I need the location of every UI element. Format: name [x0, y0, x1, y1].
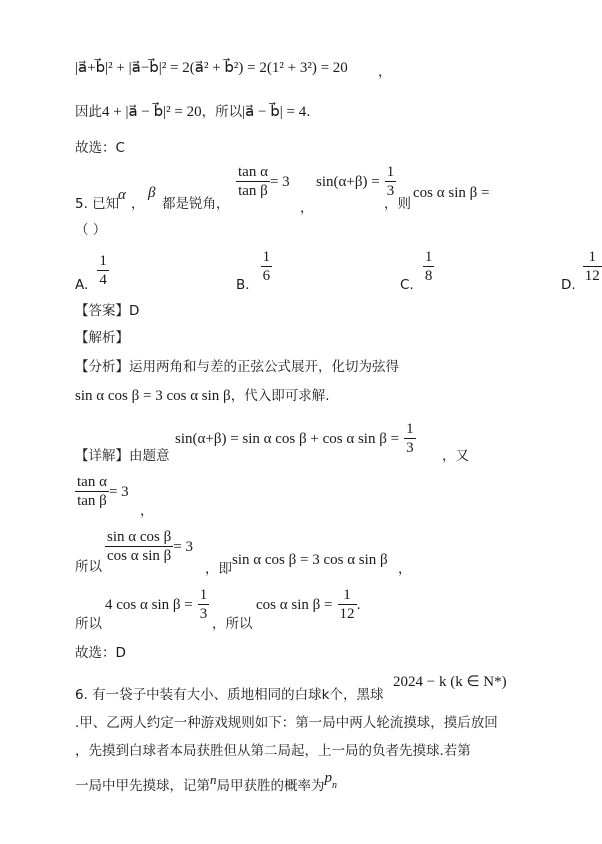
q6-line1: 6. 有一袋子中装有大小、质地相同的白球k个，黑球 — [75, 687, 384, 703]
option-label: A. — [75, 277, 89, 293]
equation: = 3 — [269, 174, 290, 190]
text: 一局中甲先摸球，记第 — [75, 778, 210, 794]
text: ，所以 — [212, 616, 253, 632]
fraction-denominator: 3 — [386, 183, 395, 199]
q5-stem-end: ，则 — [384, 196, 411, 212]
punctuation: ， — [140, 503, 154, 519]
beta-symbol: β — [148, 185, 156, 201]
equation: sin(α+β) = sin α cos β + cos α sin β = — [175, 431, 400, 447]
four-cos-sin-equation — [105, 586, 209, 623]
punctuation: ， — [378, 64, 392, 80]
text: 因此 — [75, 104, 102, 120]
option-a[interactable] — [75, 252, 109, 293]
fraction-denominator: 3 — [406, 440, 414, 456]
q6-black-ball-count: 2024 − k (k ∈ N*) — [393, 674, 507, 690]
therefore-line — [75, 100, 311, 121]
text: ，代入即可求解. — [230, 388, 330, 404]
answer-label: 【答案】D — [75, 303, 140, 319]
analysis-equation-line — [75, 384, 330, 405]
option-label: C. — [400, 277, 414, 293]
answer-parentheses: （ ） — [75, 222, 107, 238]
equation: cos α sin β = — [256, 597, 333, 613]
equation: sin α cos β = 3 cos α sin β — [232, 552, 388, 568]
answer-line: 故选：C — [75, 140, 125, 156]
fraction-numerator: 1 — [199, 587, 208, 603]
fraction-numerator: 1 — [583, 248, 602, 267]
text: ，所以 — [201, 104, 243, 120]
fraction-denominator: cos α sin β — [107, 548, 172, 564]
detail-equation — [175, 420, 416, 457]
q5-target-expression: cos α sin β = — [413, 185, 490, 201]
equation: = 3 — [173, 539, 193, 555]
fraction-denominator: 4 — [99, 272, 107, 288]
equation: sin α cos β = 3 cos α sin β — [75, 388, 231, 404]
variable-p: p — [324, 770, 332, 786]
q6-line2: .甲、乙两人约定一种游戏规则如下：第一局中两人轮流摸球，摸后放回 — [75, 715, 498, 731]
option-d[interactable] — [561, 248, 602, 293]
option-label: D. — [561, 277, 576, 293]
fraction-numerator: tan α — [238, 164, 268, 180]
fraction-numerator: tan α — [77, 474, 107, 490]
fraction-numerator: 1 — [338, 586, 357, 605]
fraction-denominator: 12 — [339, 606, 355, 622]
sin-cos-ratio — [105, 528, 193, 565]
fraction-denominator: 6 — [262, 268, 271, 284]
analysis-text: 【分析】运用两角和与差的正弦公式展开，化切为弦得 — [75, 359, 399, 375]
option-label: B. — [236, 277, 250, 293]
option-c[interactable] — [400, 248, 434, 293]
q6-line4 — [75, 770, 337, 794]
text: ，即 — [205, 561, 232, 577]
fraction-numerator: 1 — [386, 164, 395, 180]
result-equation — [256, 586, 361, 623]
text: . — [356, 597, 361, 613]
fraction-numerator: 1 — [406, 421, 414, 437]
variable-n: n — [210, 772, 217, 787]
vector-identity-equation: |a⃗+b⃗|² + |a⃗−b⃗|² = 2(a⃗² + b⃗²) = 2(1² + 3²) = 20 — [75, 60, 348, 76]
fraction-denominator: tan β — [77, 493, 107, 509]
text: 局甲获胜的概率为 — [216, 778, 325, 794]
text: ，又 — [442, 448, 469, 464]
equation: |a⃗ − b⃗| = 4 — [242, 104, 307, 120]
tan-ratio-line — [75, 473, 129, 510]
punctuation: ， — [300, 200, 314, 216]
q5-stem-mid: 都是锐角， — [162, 196, 230, 212]
equation: 4 + |a⃗ − b⃗|² = 20 — [102, 104, 202, 120]
punctuation: ， — [131, 196, 145, 212]
fraction-numerator: 1 — [262, 249, 271, 265]
fraction-denominator: 3 — [199, 606, 208, 622]
punctuation: ， — [398, 561, 412, 577]
option-b[interactable] — [236, 248, 272, 293]
q6-line3: ，先摸到白球者本局获胜但从第二局起，上一局的负者先摸球.若第 — [75, 743, 471, 759]
fraction-numerator: sin α cos β — [107, 529, 172, 545]
q5-tan-ratio — [236, 163, 290, 200]
fraction-numerator: 1 — [424, 249, 433, 265]
equation: sin(α+β) = — [316, 174, 380, 190]
equation: 4 cos α sin β = — [105, 597, 193, 613]
fraction-denominator: tan β — [238, 183, 268, 199]
analysis-label: 【解析】 — [75, 330, 129, 346]
q5-stem-start: 5. 已知 — [75, 196, 120, 212]
text: 所以 — [75, 616, 102, 632]
subscript-n: n — [332, 780, 337, 791]
alpha-symbol: α — [118, 187, 126, 203]
text: 所以 — [75, 559, 102, 575]
final-answer: 故选：D — [75, 645, 126, 661]
fraction-numerator: 1 — [99, 253, 107, 269]
fraction-denominator: 8 — [424, 268, 433, 284]
text: . — [306, 104, 311, 120]
fraction-denominator: 12 — [584, 268, 600, 284]
detail-label: 【详解】由题意 — [75, 448, 170, 464]
equation: = 3 — [108, 484, 129, 500]
